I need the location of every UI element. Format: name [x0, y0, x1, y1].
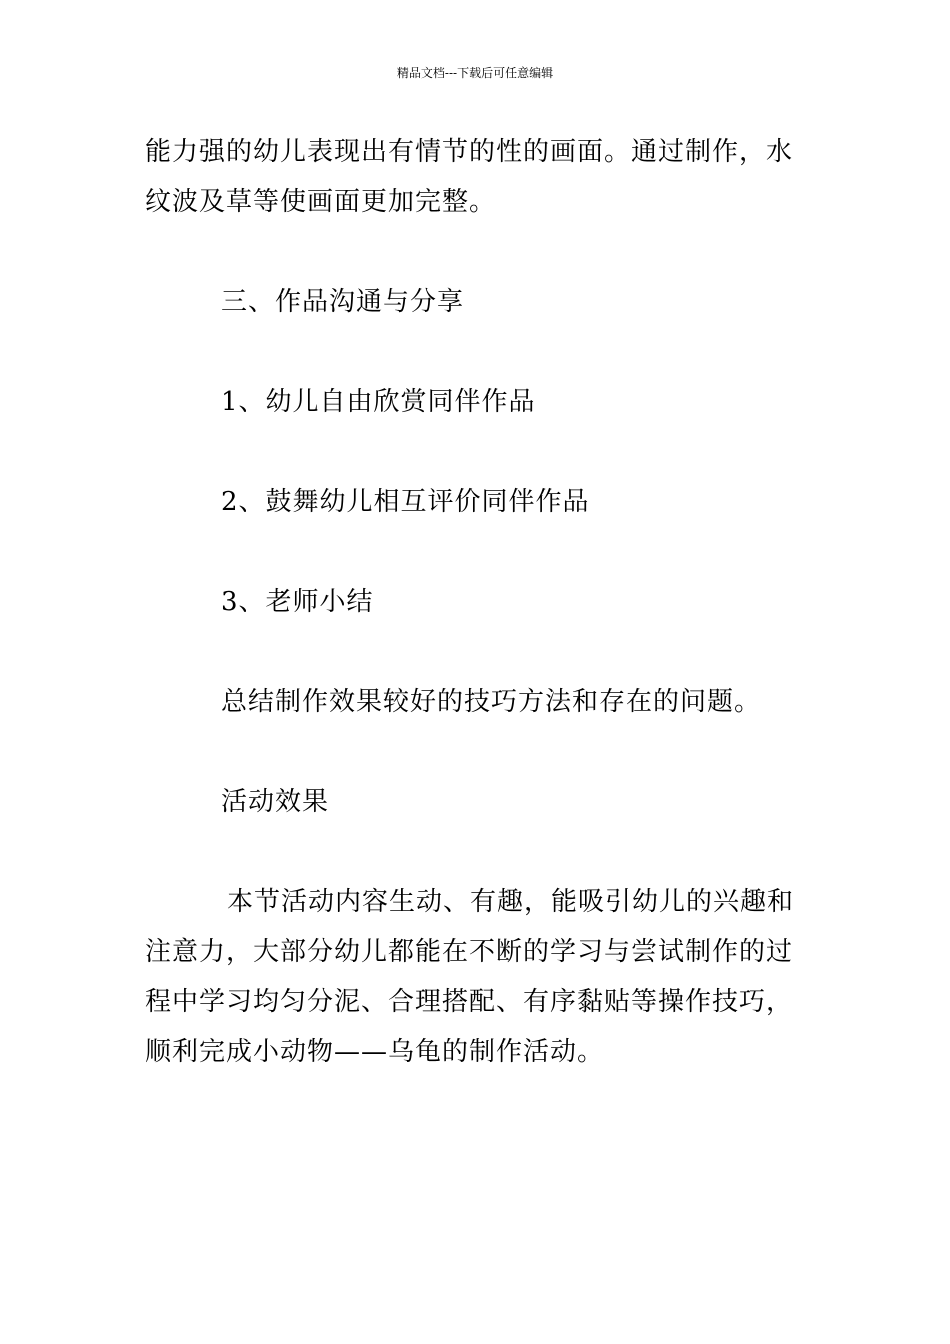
spacer	[145, 827, 807, 877]
document-body	[145, 127, 807, 1077]
page-header: 精品文档---下载后可任意编辑	[396, 66, 554, 80]
spacer	[145, 227, 807, 277]
spacer	[145, 727, 807, 777]
list-item-3: 3、老师小结	[221, 587, 374, 617]
spacer	[145, 427, 807, 477]
spacer	[145, 627, 807, 677]
spacer	[145, 327, 807, 377]
paragraph-drawing-result: 能力强的幼儿表现出有情节的性的画面。通过制作，水纹波及草等使画面更加完整。	[145, 137, 794, 217]
list-item-1: 1、幼儿自由欣赏同伴作品	[221, 387, 536, 417]
list-item-2: 2、鼓舞幼儿相互评价同伴作品	[221, 487, 590, 517]
section-heading-communication: 三、作品沟通与分享	[221, 287, 465, 317]
paragraph-effect: 本节活动内容生动、有趣，能吸引幼儿的兴趣和注意力，大部分幼儿都能在不断的学习与尝试制作的过程中学习均匀分泥、合理搭配、有序黏贴等操作技巧，顺利完成小动物——乌龟的制作活动。	[145, 887, 795, 1067]
spacer	[145, 527, 807, 577]
summary-text: 总结制作效果较好的技巧方法和存在的问题。	[221, 687, 762, 717]
section-heading-effect: 活动效果	[221, 787, 330, 817]
